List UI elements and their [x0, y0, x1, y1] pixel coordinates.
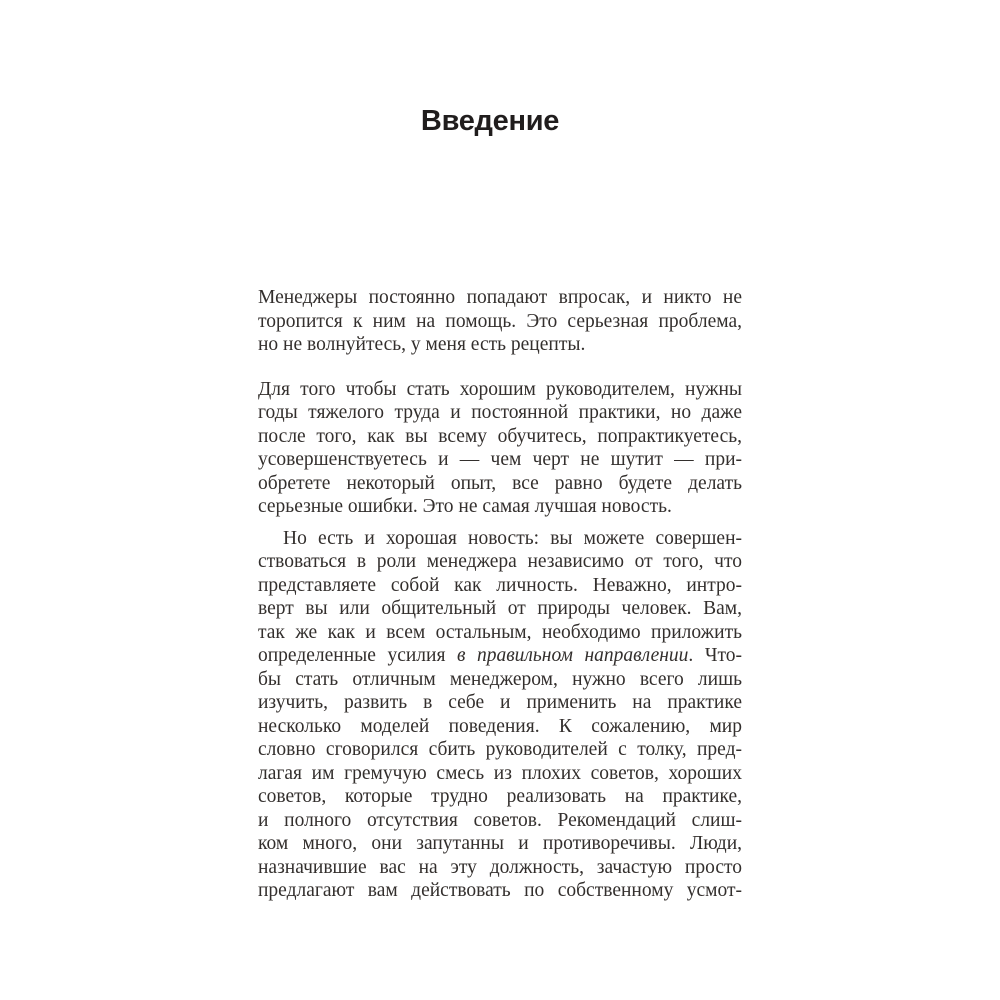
paragraph-3 [258, 527, 742, 903]
text-line: ствоваться в роли менеджера независимо от того, что [258, 551, 742, 572]
text-line: несколько моделей поведения. К сожалению, мир [258, 715, 742, 737]
text-line: назначившие вас на эту должность, зачастую просто [258, 856, 742, 878]
text-line: предлагают вам действовать по собственному усмот- [258, 880, 742, 901]
text-line: годы тяжелого труда и постоянной практики, но даже [258, 402, 742, 423]
text-line: словно сговорился сбить руководителей с толку, пред- [258, 739, 742, 760]
italic-text-run: в правильном направлении [456, 645, 689, 666]
text-line: ком много, они запутанны и противоречивы. Люди, [258, 833, 742, 854]
text-line: представляете собой как личность. Неважно, интро- [258, 574, 742, 596]
text-line: верт вы или общительный от природы человек. Вам, [258, 598, 742, 619]
text-line: Менеджеры постоянно попадают впросак, и никто не [258, 287, 742, 308]
text-line: советов, которые трудно реализовать на практике, [258, 786, 742, 807]
text-run: . Что- [688, 645, 742, 666]
text-line-with-italic [258, 644, 742, 668]
text-line: серьезные ошибки. Это не самая лучшая новость. [258, 496, 672, 517]
text-line: Но есть и хорошая новость: вы можете совершен- [283, 527, 742, 549]
text-line: лагая им гремучую смесь из плохих советов, хороших [258, 762, 742, 784]
text-line: так же как и всем остальным, необходимо приложить [258, 621, 742, 643]
text-line: но не волнуйтесь, у меня есть рецепты. [258, 334, 586, 355]
text-run: определенные усилия [258, 645, 457, 666]
text-line: усовершенствуетесь и — чем черт не шутит — при- [258, 449, 742, 470]
text-line: после того, как вы всему обучитесь, попрактикуетесь, [258, 425, 742, 447]
chapter-title: Введение [420, 105, 560, 138]
text-line: бы стать отличным менеджером, нужно всего лишь [258, 668, 742, 690]
paragraph-1 [258, 286, 742, 357]
text-line: торопится к ним на помощь. Это серьезная проблема, [258, 310, 742, 332]
body-text [258, 286, 742, 903]
paragraph-2 [258, 378, 742, 519]
text-line: и полного отсутствия советов. Рекомендаций слиш- [258, 809, 742, 831]
text-line: обретете некоторый опыт, все равно будете делать [258, 472, 742, 494]
text-line: Для того чтобы стать хорошим руководителем, нужны [258, 378, 742, 400]
text-line: изучить, развить в себе и применить на практике [258, 692, 742, 713]
